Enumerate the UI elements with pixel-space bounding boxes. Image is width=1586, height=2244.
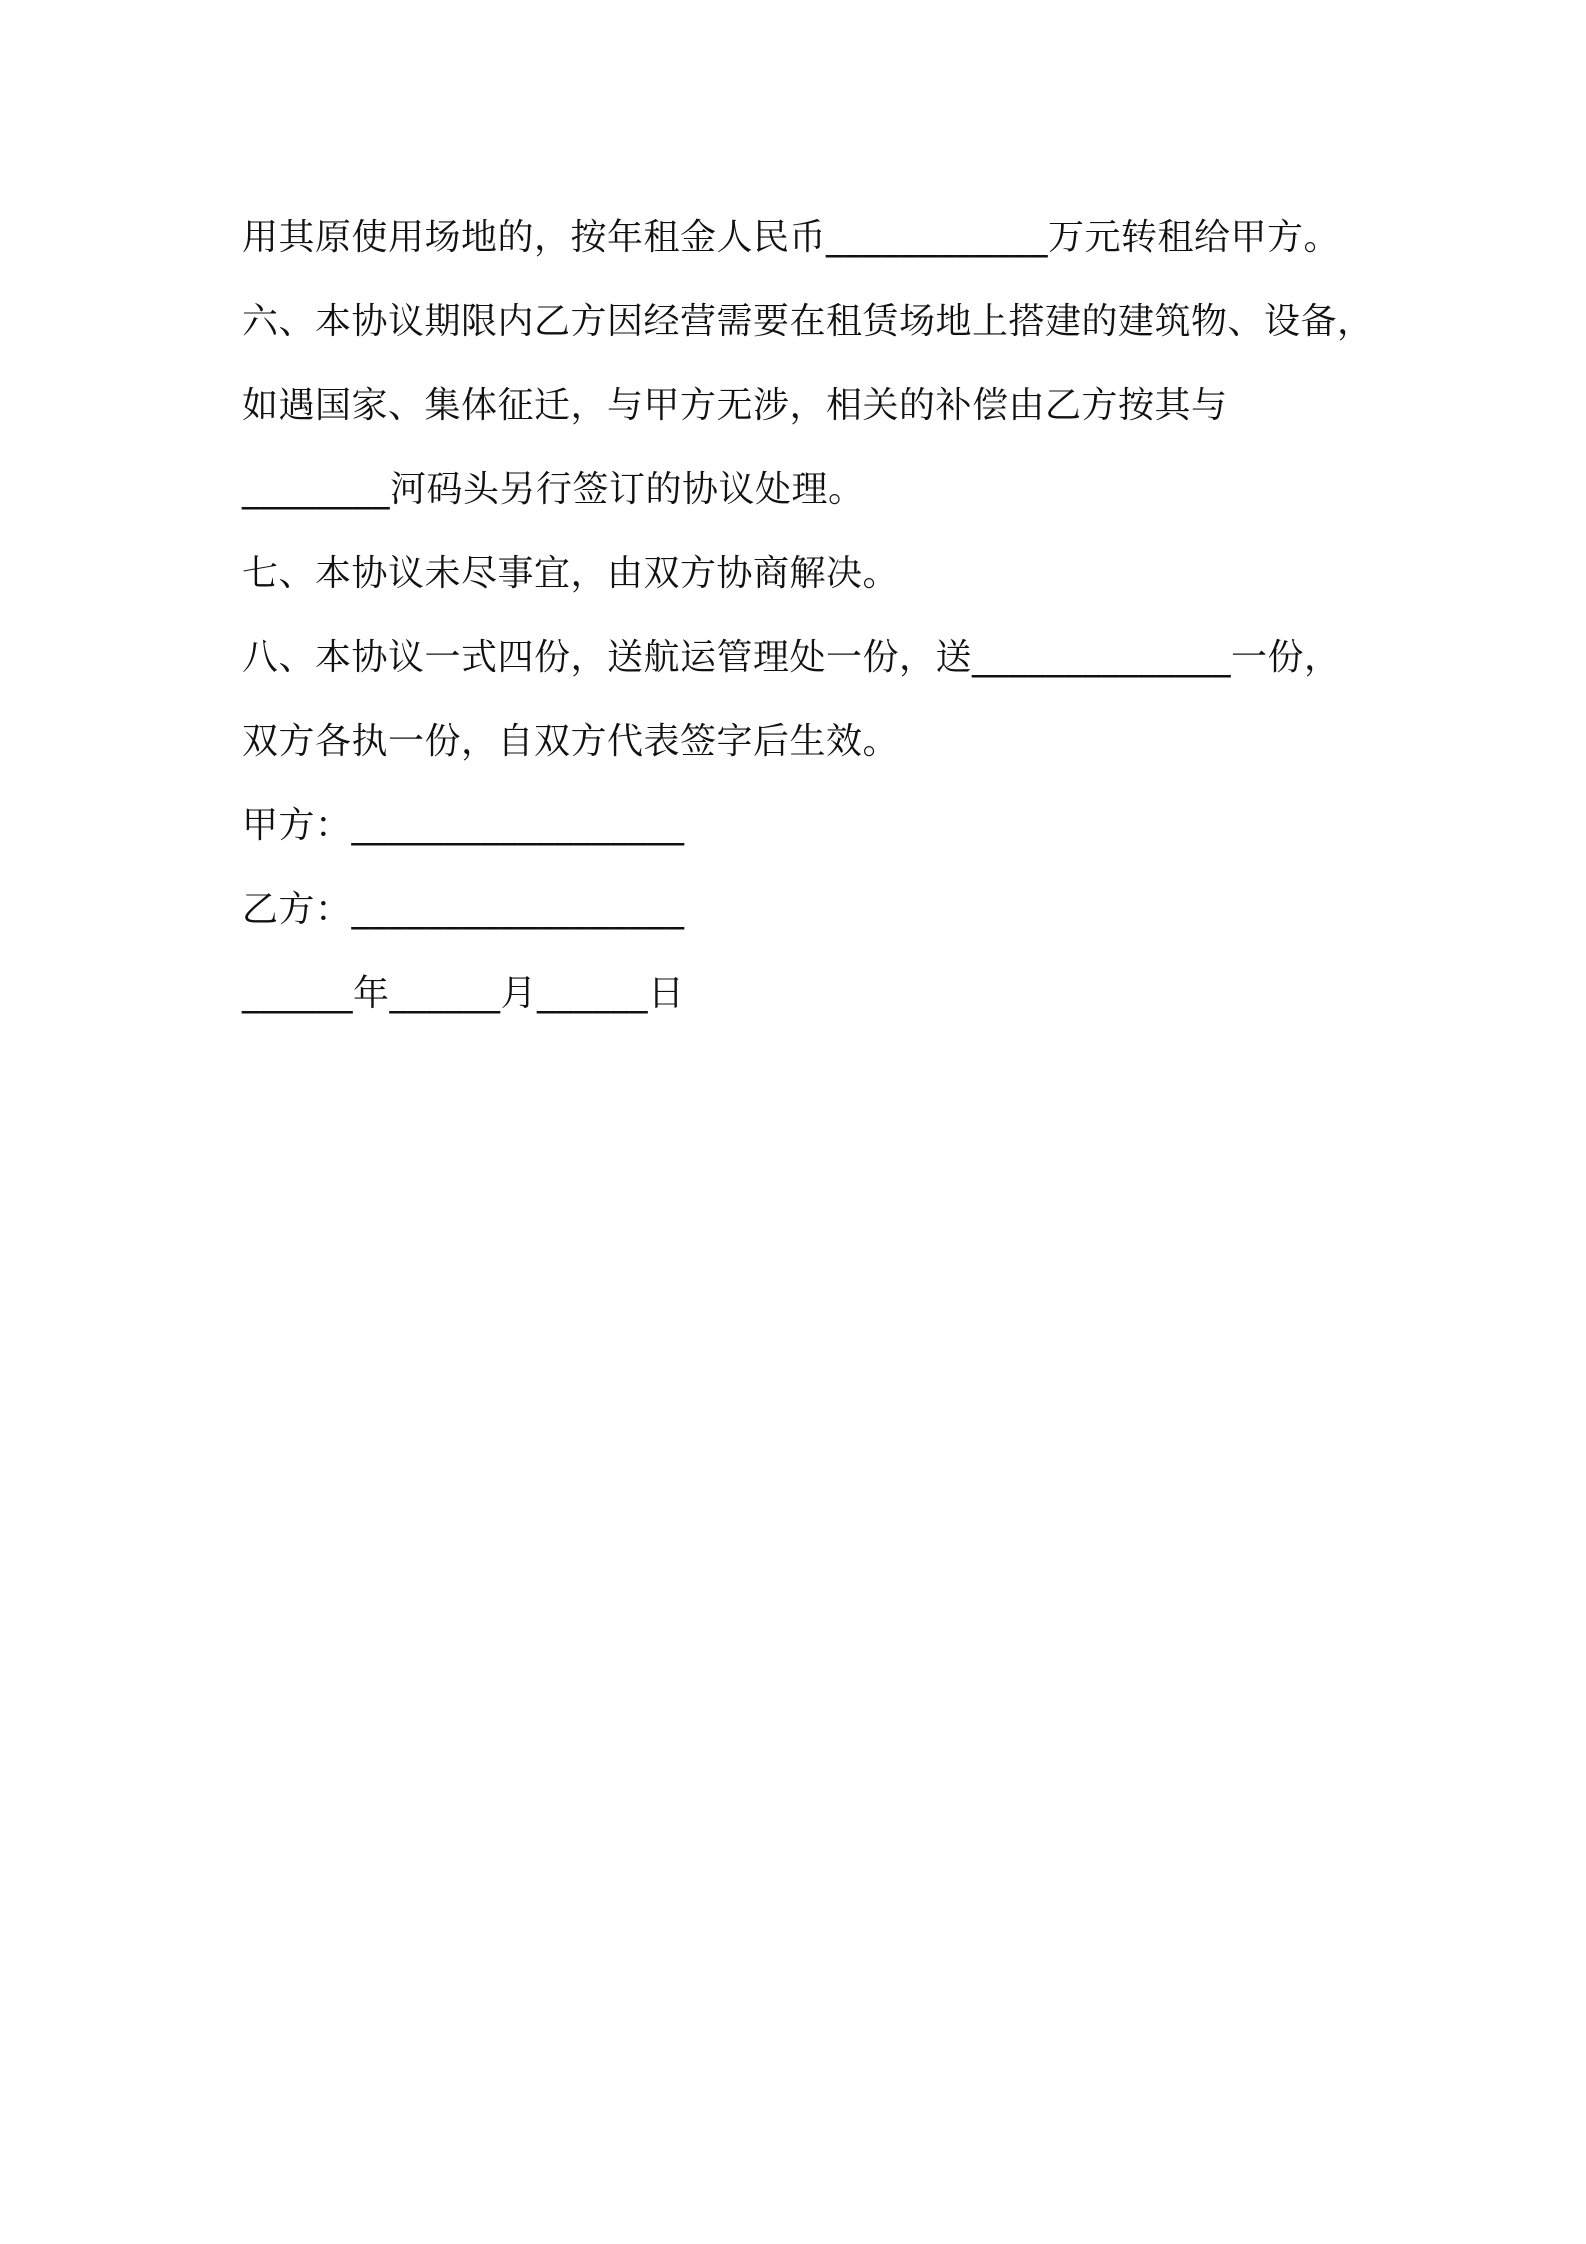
clause-8-line-1: 八、本协议一式四份，送航运管理处一份，送______________一份，: [242, 637, 1341, 678]
clause-6-line-3: ________河码头另行签订的协议处理。: [242, 469, 865, 510]
clause-5-continuation-line: 用其原使用场地的，按年租金人民币____________万元转租给甲方。: [242, 217, 1341, 258]
document-body: [242, 196, 1402, 1036]
date-line: ______年______月______日: [242, 973, 685, 1014]
clause-7-line: 七、本协议未尽事宜，由双方协商解决。: [242, 553, 900, 594]
party-a-signature-line: 甲方：__________________: [242, 805, 685, 846]
clause-6-line-2: 如遇国家、集体征迁，与甲方无涉，相关的补偿由乙方按其与: [242, 385, 1228, 426]
party-b-signature-line: 乙方：__________________: [242, 889, 685, 930]
clause-6-line-1: 六、本协议期限内乙方因经营需要在租赁场地上搭建的建筑物、设备，: [242, 301, 1374, 342]
clause-8-line-2: 双方各执一份，自双方代表签字后生效。: [242, 721, 900, 762]
